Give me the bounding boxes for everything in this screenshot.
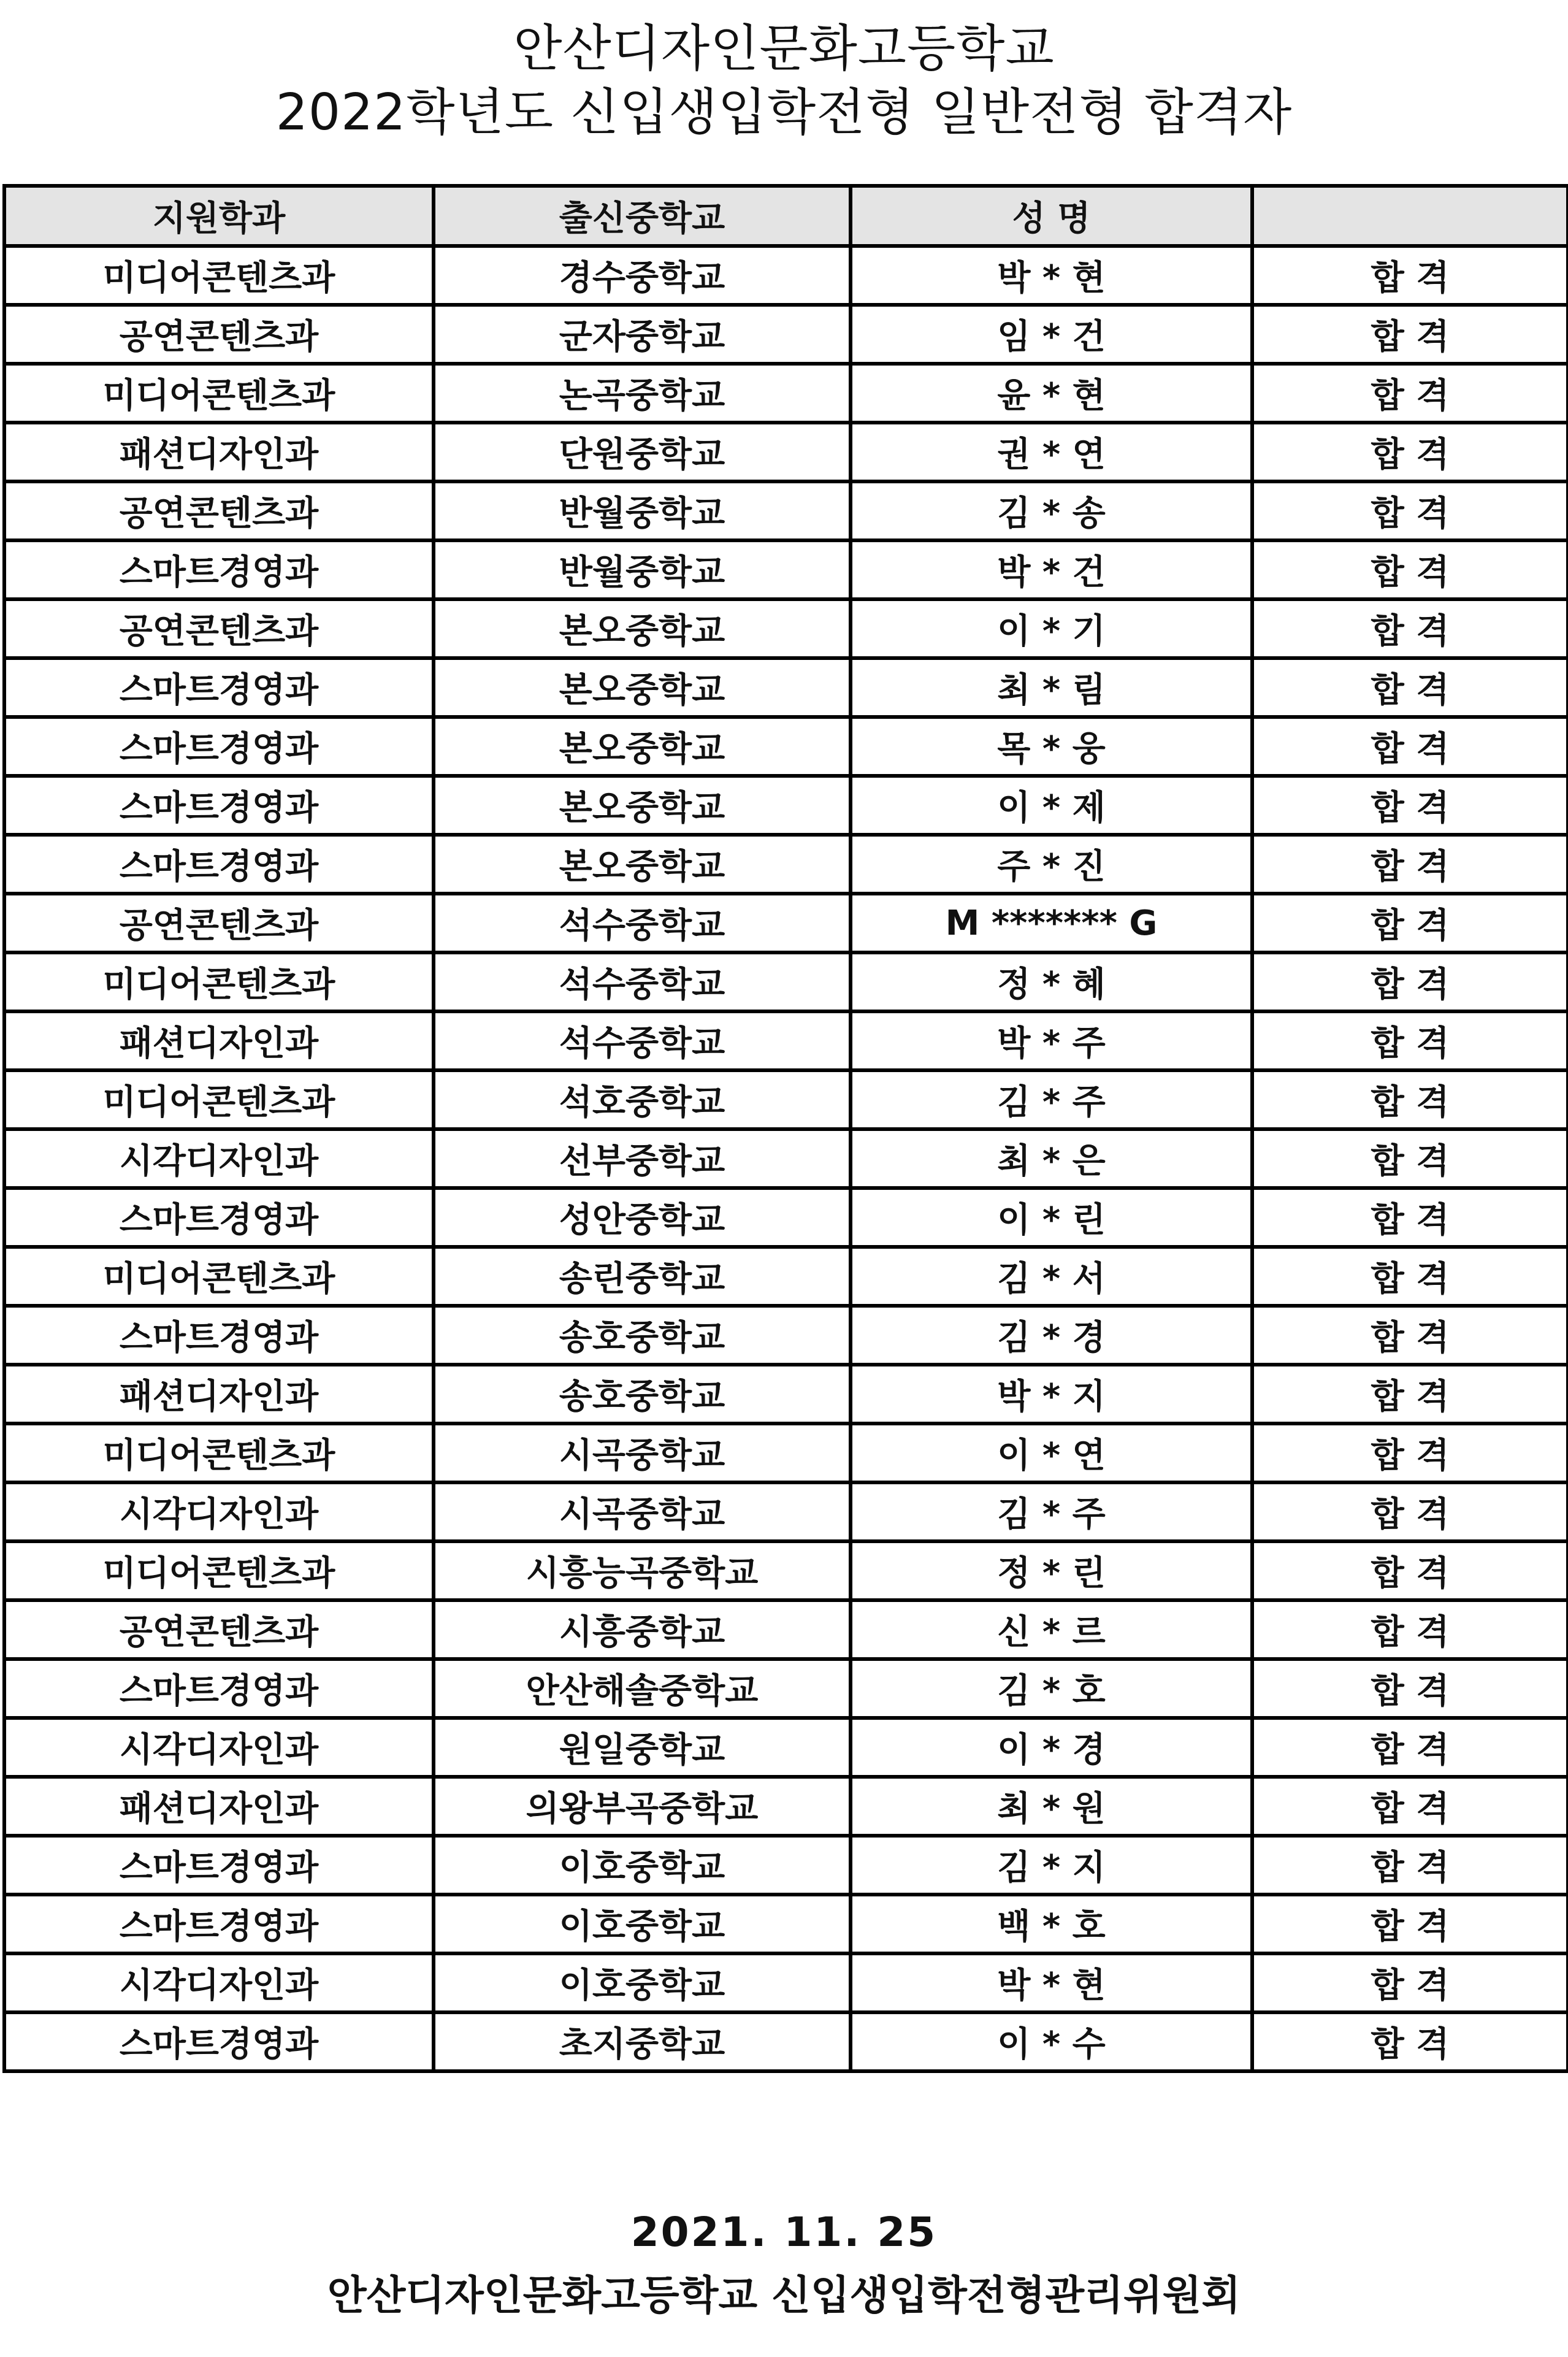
cell-department: 패션디자인과 [4,1365,434,1424]
document-subtitle: 2022학년도 신입생입학전형 일반전형 합격자 [275,83,1293,142]
cell-department: 스마트경영과 [4,1188,434,1247]
cell-name: 김 * 호 [851,1659,1252,1718]
cell-middle-school: 시곡중학교 [434,1482,851,1541]
cell-name: 김 * 지 [851,1836,1252,1895]
cell-department: 미디어콘텐츠과 [4,1247,434,1306]
cell-result: 합 격 [1252,1247,1568,1306]
document-footer [0,2205,1568,2326]
cell-department: 미디어콘텐츠과 [4,952,434,1011]
cell-department: 시각디자인과 [4,1953,434,2012]
cell-name: 박 * 주 [851,1011,1252,1070]
cell-department: 시각디자인과 [4,1129,434,1188]
cell-middle-school: 반월중학교 [434,540,851,599]
cell-middle-school: 송호중학교 [434,1306,851,1365]
table-row [4,1600,1568,1659]
cell-department: 스마트경영과 [4,835,434,894]
cell-department: 스마트경영과 [4,1836,434,1895]
cell-result: 합 격 [1252,1188,1568,1247]
cell-result: 합 격 [1252,1070,1568,1129]
cell-name: 박 * 지 [851,1365,1252,1424]
cell-middle-school: 본오중학교 [434,717,851,776]
cell-middle-school: 석수중학교 [434,952,851,1011]
cell-middle-school: 성안중학교 [434,1188,851,1247]
table-row [4,2012,1568,2071]
cell-department: 패션디자인과 [4,423,434,481]
cell-name: 임 * 건 [851,305,1252,364]
cell-middle-school: 본오중학교 [434,658,851,717]
header-result [1252,186,1568,246]
table-row [4,1424,1568,1482]
header-middle-school: 출신중학교 [434,186,851,246]
table-row [4,1895,1568,1953]
cell-department: 공연콘텐츠과 [4,1600,434,1659]
cell-middle-school: 본오중학교 [434,776,851,835]
cell-department: 미디어콘텐츠과 [4,364,434,423]
table-row [4,1365,1568,1424]
table-header-row [4,186,1568,246]
table-row [4,658,1568,717]
cell-name: 박 * 현 [851,1953,1252,2012]
table-row [4,364,1568,423]
cell-department: 공연콘텐츠과 [4,599,434,658]
cell-middle-school: 반월중학교 [434,481,851,540]
cell-department: 공연콘텐츠과 [4,894,434,952]
issue-date: 2021. 11. 25 [630,2209,938,2256]
cell-result: 합 격 [1252,1541,1568,1600]
cell-middle-school: 이호중학교 [434,1836,851,1895]
cell-middle-school: 이호중학교 [434,1953,851,2012]
table-row [4,1953,1568,2012]
cell-department: 시각디자인과 [4,1718,434,1777]
cell-name: 이 * 린 [851,1188,1252,1247]
cell-name: 김 * 경 [851,1306,1252,1365]
cell-middle-school: 초지중학교 [434,2012,851,2071]
cell-department: 스마트경영과 [4,658,434,717]
cell-middle-school: 단원중학교 [434,423,851,481]
table-row [4,1718,1568,1777]
table-row [4,1659,1568,1718]
cell-department: 시각디자인과 [4,1482,434,1541]
cell-name: 박 * 건 [851,540,1252,599]
cell-name: 이 * 제 [851,776,1252,835]
cell-name: 정 * 린 [851,1541,1252,1600]
cell-result: 합 격 [1252,658,1568,717]
cell-result: 합 격 [1252,1011,1568,1070]
cell-result: 합 격 [1252,1600,1568,1659]
cell-result: 합 격 [1252,1953,1568,2012]
cell-result: 합 격 [1252,1306,1568,1365]
cell-result: 합 격 [1252,481,1568,540]
cell-department: 미디어콘텐츠과 [4,1541,434,1600]
cell-department: 스마트경영과 [4,776,434,835]
cell-result: 합 격 [1252,1777,1568,1836]
table-row [4,481,1568,540]
table-row [4,1070,1568,1129]
cell-name: M ******* G [851,894,1252,952]
cell-middle-school: 석수중학교 [434,1011,851,1070]
cell-middle-school: 의왕부곡중학교 [434,1777,851,1836]
cell-name: 김 * 송 [851,481,1252,540]
cell-department: 스마트경영과 [4,717,434,776]
cell-name: 최 * 은 [851,1129,1252,1188]
cell-name: 신 * 르 [851,1600,1252,1659]
cell-middle-school: 이호중학교 [434,1895,851,1953]
cell-result: 합 격 [1252,1365,1568,1424]
results-table [2,184,1568,2073]
table-row [4,1247,1568,1306]
cell-department: 미디어콘텐츠과 [4,246,434,305]
table-row [4,1129,1568,1188]
table-row [4,776,1568,835]
cell-result: 합 격 [1252,246,1568,305]
header-name: 성 명 [851,186,1252,246]
cell-result: 합 격 [1252,1836,1568,1895]
cell-name: 박 * 현 [851,246,1252,305]
cell-name: 백 * 호 [851,1895,1252,1953]
cell-department: 스마트경영과 [4,1895,434,1953]
cell-name: 주 * 진 [851,835,1252,894]
cell-name: 최 * 림 [851,658,1252,717]
table-row [4,1306,1568,1365]
cell-result: 합 격 [1252,952,1568,1011]
cell-result: 합 격 [1252,305,1568,364]
table-row [4,1777,1568,1836]
cell-result: 합 격 [1252,1718,1568,1777]
table-row [4,952,1568,1011]
cell-middle-school: 안산해솔중학교 [434,1659,851,1718]
table-row [4,423,1568,481]
cell-result: 합 격 [1252,894,1568,952]
cell-middle-school: 시흥중학교 [434,1600,851,1659]
cell-department: 공연콘텐츠과 [4,305,434,364]
cell-name: 목 * 웅 [851,717,1252,776]
cell-department: 스마트경영과 [4,2012,434,2071]
cell-name: 이 * 경 [851,1718,1252,1777]
cell-middle-school: 본오중학교 [434,599,851,658]
document-title [0,17,1568,145]
cell-department: 미디어콘텐츠과 [4,1070,434,1129]
cell-name: 최 * 원 [851,1777,1252,1836]
header-department: 지원학과 [4,186,434,246]
table-row [4,1188,1568,1247]
cell-result: 합 격 [1252,364,1568,423]
table-row [4,246,1568,305]
table-row [4,1011,1568,1070]
cell-result: 합 격 [1252,1895,1568,1953]
cell-middle-school: 시흥능곡중학교 [434,1541,851,1600]
cell-middle-school: 경수중학교 [434,246,851,305]
cell-name: 이 * 연 [851,1424,1252,1482]
cell-department: 스마트경영과 [4,540,434,599]
table-row [4,894,1568,952]
cell-result: 합 격 [1252,2012,1568,2071]
cell-result: 합 격 [1252,776,1568,835]
table-row [4,1541,1568,1600]
issuing-committee: 안산디자인문화고등학교 신입생입학전형관리위원회 [327,2272,1241,2319]
cell-middle-school: 원일중학교 [434,1718,851,1777]
cell-name: 이 * 수 [851,2012,1252,2071]
cell-name: 정 * 혜 [851,952,1252,1011]
cell-department: 패션디자인과 [4,1011,434,1070]
cell-name: 권 * 연 [851,423,1252,481]
cell-department: 패션디자인과 [4,1777,434,1836]
cell-result: 합 격 [1252,1659,1568,1718]
cell-result: 합 격 [1252,717,1568,776]
table-row [4,540,1568,599]
cell-middle-school: 송린중학교 [434,1247,851,1306]
table-row [4,1836,1568,1895]
cell-result: 합 격 [1252,1424,1568,1482]
cell-name: 김 * 주 [851,1070,1252,1129]
table-row [4,717,1568,776]
cell-middle-school: 석수중학교 [434,894,851,952]
cell-department: 공연콘텐츠과 [4,481,434,540]
cell-result: 합 격 [1252,1482,1568,1541]
cell-name: 김 * 서 [851,1247,1252,1306]
table-row [4,1482,1568,1541]
cell-result: 합 격 [1252,835,1568,894]
school-name: 안산디자인문화고등학교 [513,20,1055,78]
cell-middle-school: 논곡중학교 [434,364,851,423]
cell-name: 김 * 주 [851,1482,1252,1541]
cell-result: 합 격 [1252,1129,1568,1188]
cell-middle-school: 본오중학교 [434,835,851,894]
table-row [4,305,1568,364]
cell-middle-school: 선부중학교 [434,1129,851,1188]
cell-middle-school: 시곡중학교 [434,1424,851,1482]
cell-result: 합 격 [1252,540,1568,599]
table-row [4,835,1568,894]
cell-department: 스마트경영과 [4,1659,434,1718]
cell-name: 이 * 기 [851,599,1252,658]
cell-department: 스마트경영과 [4,1306,434,1365]
cell-name: 윤 * 현 [851,364,1252,423]
cell-middle-school: 송호중학교 [434,1365,851,1424]
cell-department: 미디어콘텐츠과 [4,1424,434,1482]
cell-middle-school: 석호중학교 [434,1070,851,1129]
table-row [4,599,1568,658]
cell-middle-school: 군자중학교 [434,305,851,364]
cell-result: 합 격 [1252,423,1568,481]
cell-result: 합 격 [1252,599,1568,658]
